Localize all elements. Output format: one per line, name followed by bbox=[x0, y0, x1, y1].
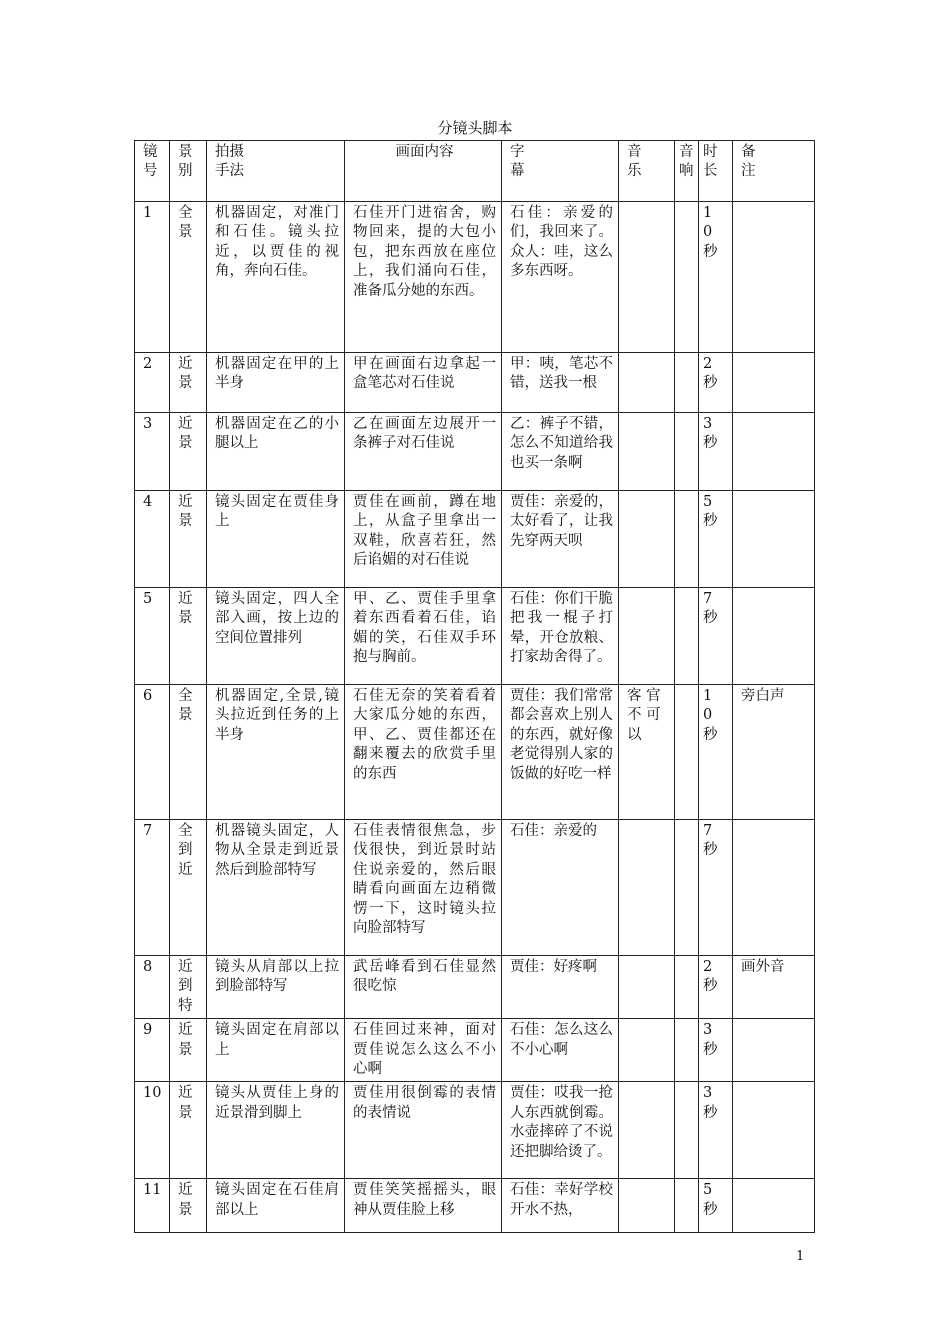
caption: 贾佳：亲爱的，太好看了，让我先穿两天呗 bbox=[502, 491, 619, 588]
storyboard-table bbox=[134, 140, 815, 1233]
caption: 石佳：怎么这么不小心啊 bbox=[502, 1019, 619, 1082]
table-row bbox=[135, 820, 815, 956]
technique: 机器固定，对准门和石佳。镜头拉近，以贾佳的视角，奔向石佳。 bbox=[207, 202, 345, 353]
caption: 石佳：你们干脆把我一棍子打晕，开仓放粮、打家劫舍得了。 bbox=[502, 588, 619, 685]
music bbox=[619, 1082, 675, 1179]
header-shot-size: 景 别 bbox=[170, 141, 207, 202]
header-content: 画面内容 bbox=[345, 141, 502, 202]
shot-size: 近 景 bbox=[170, 353, 207, 413]
content: 甲、乙、贾佳手里拿着东西看着石佳，谄媚的笑，石佳双手环抱与胸前。 bbox=[345, 588, 502, 685]
page-title: 分镜头脚本 bbox=[437, 119, 513, 137]
sound bbox=[675, 1082, 699, 1179]
duration: 2 秒 bbox=[699, 353, 733, 413]
caption: 贾佳：好疼啊 bbox=[502, 956, 619, 1019]
sound bbox=[675, 1179, 699, 1233]
shot-number: 6 bbox=[135, 685, 170, 820]
notes bbox=[733, 820, 815, 956]
notes bbox=[733, 1082, 815, 1179]
notes bbox=[733, 1019, 815, 1082]
shot-number: 9 bbox=[135, 1019, 170, 1082]
shot-size: 近 到 特 bbox=[170, 956, 207, 1019]
notes bbox=[733, 491, 815, 588]
duration: 5 秒 bbox=[699, 491, 733, 588]
caption: 乙：裤子不错，怎么不知道给我也买一条啊 bbox=[502, 413, 619, 491]
shot-number: 4 bbox=[135, 491, 170, 588]
technique: 镜头固定在石佳肩部以上 bbox=[207, 1179, 345, 1233]
shot-size: 近 景 bbox=[170, 1019, 207, 1082]
technique: 镜头固定在贾佳身上 bbox=[207, 491, 345, 588]
caption: 石佳：亲爱的们，我回来了。众人：哇，这么多东西呀。 bbox=[502, 202, 619, 353]
duration: 7 秒 bbox=[699, 820, 733, 956]
duration: 3 秒 bbox=[699, 413, 733, 491]
content: 贾佳用很倒霉的表情的表情说 bbox=[345, 1082, 502, 1179]
technique: 机器固定在甲的上半身 bbox=[207, 353, 345, 413]
technique: 镜头固定，四人全部入画，按上边的空间位置排列 bbox=[207, 588, 345, 685]
header-notes: 备 注 bbox=[733, 141, 815, 202]
content: 甲在画面右边拿起一盒笔芯对石佳说 bbox=[345, 353, 502, 413]
music bbox=[619, 491, 675, 588]
content: 贾佳在画前，蹲在地上，从盒子里拿出一双鞋，欣喜若狂，然后谄媚的对石佳说 bbox=[345, 491, 502, 588]
notes bbox=[733, 202, 815, 353]
content: 石佳回过来神，面对贾佳说怎么这么不小心啊 bbox=[345, 1019, 502, 1082]
content: 贾佳笑笑摇摇头，眼神从贾佳脸上移 bbox=[345, 1179, 502, 1233]
technique: 机器镜头固定，人物从全景走到近景然后到脸部特写 bbox=[207, 820, 345, 956]
notes bbox=[733, 353, 815, 413]
music bbox=[619, 413, 675, 491]
shot-number: 8 bbox=[135, 956, 170, 1019]
sound bbox=[675, 413, 699, 491]
sound bbox=[675, 202, 699, 353]
header-technique: 拍摄 手法 bbox=[207, 141, 345, 202]
music bbox=[619, 956, 675, 1019]
content: 石佳表情很焦急，步伐很快，到近景时站住说亲爱的，然后眼睛看向画面左边稍微愣一下，这时镜头拉向脸部特写 bbox=[345, 820, 502, 956]
duration: 1 0 秒 bbox=[699, 202, 733, 353]
header-caption: 字 幕 bbox=[502, 141, 619, 202]
duration: 5 秒 bbox=[699, 1179, 733, 1233]
technique: 镜头从肩部以上拉到脸部特写 bbox=[207, 956, 345, 1019]
shot-number: 5 bbox=[135, 588, 170, 685]
shot-size: 近 景 bbox=[170, 1082, 207, 1179]
duration: 2 秒 bbox=[699, 956, 733, 1019]
header-duration: 时 长 bbox=[699, 141, 733, 202]
sound bbox=[675, 353, 699, 413]
notes bbox=[733, 588, 815, 685]
sound bbox=[675, 491, 699, 588]
duration: 1 0 秒 bbox=[699, 685, 733, 820]
content: 乙在画面左边展开一条裤子对石佳说 bbox=[345, 413, 502, 491]
notes: 画外音 bbox=[733, 956, 815, 1019]
shot-number: 10 bbox=[135, 1082, 170, 1179]
sound bbox=[675, 956, 699, 1019]
table-row bbox=[135, 1082, 815, 1179]
table-row bbox=[135, 202, 815, 353]
shot-size: 近 景 bbox=[170, 491, 207, 588]
notes: 旁白声 bbox=[733, 685, 815, 820]
table-row bbox=[135, 588, 815, 685]
sound bbox=[675, 588, 699, 685]
technique: 机器固定在乙的小腿以上 bbox=[207, 413, 345, 491]
notes bbox=[733, 413, 815, 491]
caption: 贾佳：哎我一抢人东西就倒霉。水壶摔碎了不说还把脚给烫了。 bbox=[502, 1082, 619, 1179]
table-row bbox=[135, 353, 815, 413]
content: 石佳开门进宿舍，购物回来，提的大包小包，把东西放在座位上，我们涌向石佳，准备瓜分她的东西。 bbox=[345, 202, 502, 353]
shot-number: 2 bbox=[135, 353, 170, 413]
sound bbox=[675, 685, 699, 820]
shot-size: 近 景 bbox=[170, 413, 207, 491]
header-shot-no: 镜 号 bbox=[135, 141, 170, 202]
notes bbox=[733, 1179, 815, 1233]
content: 石佳无奈的笑着看着大家瓜分她的东西，甲、乙、贾佳都还在翻来覆去的欣赏手里的东西 bbox=[345, 685, 502, 820]
table-row bbox=[135, 491, 815, 588]
duration: 3 秒 bbox=[699, 1082, 733, 1179]
shot-size: 全 景 bbox=[170, 685, 207, 820]
shot-size: 近 景 bbox=[170, 588, 207, 685]
header-music: 音 乐 bbox=[619, 141, 675, 202]
table-header-row bbox=[135, 141, 815, 202]
shot-size: 全 景 bbox=[170, 202, 207, 353]
table-row bbox=[135, 1019, 815, 1082]
duration: 7 秒 bbox=[699, 588, 733, 685]
technique: 镜头从贾佳上身的近景滑到脚上 bbox=[207, 1082, 345, 1179]
table-row bbox=[135, 413, 815, 491]
shot-number: 11 bbox=[135, 1179, 170, 1233]
caption: 石佳：亲爱的 bbox=[502, 820, 619, 956]
content: 武岳峰看到石佳显然很吃惊 bbox=[345, 956, 502, 1019]
table-row bbox=[135, 956, 815, 1019]
music bbox=[619, 588, 675, 685]
table-row bbox=[135, 685, 815, 820]
technique: 机器固定,全景,镜头拉近到任务的上半身 bbox=[207, 685, 345, 820]
music bbox=[619, 1179, 675, 1233]
shot-size: 近 景 bbox=[170, 1179, 207, 1233]
header-sound: 音 响 bbox=[675, 141, 699, 202]
table-row bbox=[135, 1179, 815, 1233]
music bbox=[619, 202, 675, 353]
shot-number: 7 bbox=[135, 820, 170, 956]
shot-number: 3 bbox=[135, 413, 170, 491]
music bbox=[619, 820, 675, 956]
music: 客 官 不 可 以 bbox=[619, 685, 675, 820]
sound bbox=[675, 1019, 699, 1082]
caption: 贾佳：我们常常都会喜欢上别人的东西，就好像老觉得别人家的饭做的好吃一样 bbox=[502, 685, 619, 820]
caption: 石佳：幸好学校开水不热， bbox=[502, 1179, 619, 1233]
page-number: 1 bbox=[796, 1249, 805, 1264]
duration: 3 秒 bbox=[699, 1019, 733, 1082]
shot-number: 1 bbox=[135, 202, 170, 353]
technique: 镜头固定在肩部以上 bbox=[207, 1019, 345, 1082]
shot-size: 全 到 近 bbox=[170, 820, 207, 956]
music bbox=[619, 353, 675, 413]
caption: 甲：咦，笔芯不错，送我一根 bbox=[502, 353, 619, 413]
music bbox=[619, 1019, 675, 1082]
sound bbox=[675, 820, 699, 956]
